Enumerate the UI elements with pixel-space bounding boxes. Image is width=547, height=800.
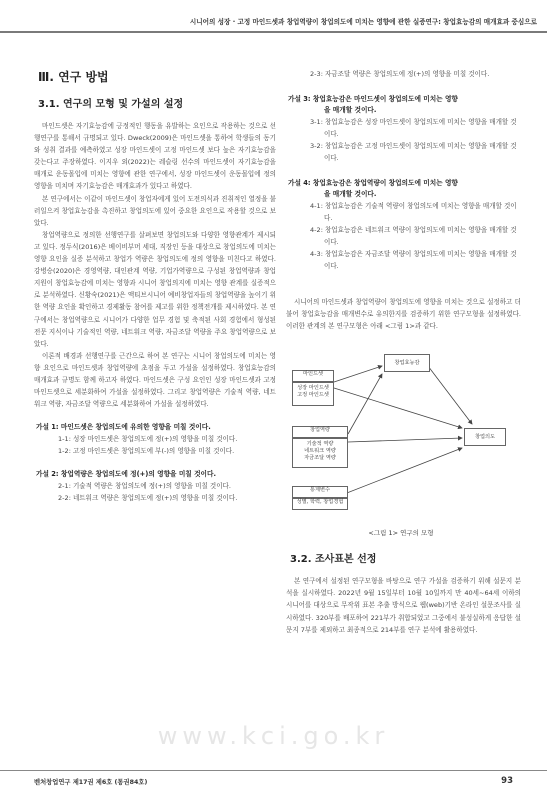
intention-box — [464, 428, 506, 446]
left-column — [34, 60, 276, 504]
hypothesis-item: 3-1: 창업효능감은 성장 마인드셋이 창업의도에 미치는 영향을 매개할 것이다. — [310, 118, 517, 138]
paragraph: 본 연구에서 설정된 연구모형을 바탕으로 연구 가설을 검증하기 위해 설문지 분석을 실시하였다. 2022년 9월 15일부터 10월 10일까지 만 40세~64세 이하의 시니어를 대상으로 무작위 표본 추출 방식으로 웹(web)기반 온라인 설문조사를 실시하였다. 320부를 배포하여 221부가 취합되었고 그중에서 불성실하게 응답한 설문지 7부를 제외하고 최종적으로 214부를 연구 분석에 활용하였다. — [286, 577, 521, 634]
body-text — [34, 120, 276, 410]
mindset-item: 성장 마인드셋 — [297, 385, 329, 392]
control-items: 성별, 학력, 창업경험 — [296, 499, 344, 506]
hypothesis-3 — [286, 94, 521, 164]
paragraph: 창업역량으로 정의한 선행연구를 살펴보면 창업의도와 다양한 영향관계가 제시되고 있다. 정두식(2016)은 베이비부머 세대, 직장인 등을 대상으로 창업의도에 미치는 영향 요인을 실증 분석하고 창업가 역량은 창업의도에 정의 영향을 미친다고 하였다. 강병승(2020)은 경영역량, 대인관계 역량, 기업가역량으로 구성된 창업역량과 창업지원이 창업효능감에 미치는 영향과 시니어 창업의지에 미치는 영향 관계를 실증적으로 분석하였다. 신황숙(2021)은 액티브시니어 예비창업자들의 창업역량을 높이기 위한 역량 요인을 확인하고 경제활동 참여를 제고를 위한 정책전개를 제시하였다. 본 연구에서는 창업역량으로 시니어가 다양한 업무 경험 및 축적된 사회 경험에서 형성된 전문 지식이나 기술적인 역량, 네트워크 역량, 자금조달 역량을 주요 창업역량으로 보았다. — [34, 230, 276, 348]
journal-footer: 벤처창업연구 제17권 제6호 (통권84호) — [34, 779, 148, 786]
competency-item: 자금조달 역량 — [304, 455, 336, 462]
subsection-3-1-title: 3.1. 연구의 모형 및 가설의 설정 — [38, 99, 184, 110]
hypothesis-item: 1-2: 고정 마인드셋은 창업의도에 부(-)의 영향을 미칠 것이다. — [58, 447, 235, 456]
hypothesis-item: 2-1: 기술적 역량은 창업의도에 정(+)의 영향을 미칠 것이다. — [58, 482, 231, 491]
control-label-box — [292, 486, 348, 498]
mindset-item: 고정 마인드셋 — [297, 392, 329, 399]
model-description — [286, 296, 521, 332]
efficacy-label: 창업효능감 — [394, 360, 420, 367]
hypothesis-title-line: 을 매개할 것이다. — [324, 106, 377, 114]
hypothesis-4 — [286, 178, 521, 272]
paragraph: 본 연구에서는 이같이 마인드셋이 창업자에게 있어 도전의식과 진취적인 열정을 불러일으켜 창업효능감을 촉진하고 창업의도에 있어 중요한 요인으로 작용할 것으로 보았다. — [34, 194, 276, 227]
hypothesis-title — [286, 94, 521, 116]
header-rule — [0, 31, 547, 33]
section-title: Ⅲ. 연구 방법 — [38, 70, 109, 84]
intention-label: 창업의도 — [474, 434, 496, 441]
hypothesis-title-line: 가설 3: 창업효능감은 마인드셋이 창업의도에 미치는 영향 — [288, 95, 458, 103]
hypothesis-item: 1-1: 성장 마인드셋은 창업의도에 정(+)의 영향을 미칠 것이다. — [58, 435, 238, 444]
hypothesis-item: 4-3: 창업효능감은 자금조달 역량이 창업의도에 미치는 영향을 매개할 것이다. — [310, 250, 517, 270]
figure-caption: <그림 1> 연구의 모형 — [368, 529, 434, 538]
footer-rule — [0, 770, 547, 771]
hypothesis-title-line: 을 매개할 것이다. — [324, 190, 377, 198]
hypothesis-item: 4-1: 창업효능감은 기술적 역량이 창업의도에 미치는 영향을 매개할 것이다. — [310, 202, 517, 222]
hypothesis-title-line: 가설 4: 창업효능감은 창업역량이 창업의도에 미치는 영향 — [288, 179, 458, 187]
competency-label-box — [292, 426, 348, 438]
sample-description — [286, 575, 521, 635]
hypothesis-1 — [34, 422, 276, 457]
research-model-figure — [286, 338, 516, 538]
hypothesis-item: 2-2: 네트워크 역량은 창업의도에 정(+)의 영향을 미칠 것이다. — [58, 494, 238, 503]
paragraph: 이론적 배경과 선행연구를 근간으로 하여 본 연구는 시니어 창업의도에 미치는 영향 요인으로 마인드셋과 창업역량에 초점을 두고 가설을 설정하였다. 창업효능감의 매개효과 규명도 함께 하고자 하였다. 마인드셋은 구성 요인인 성장 마인드셋과 고정 마인드셋으로 세분화하여 가설을 설정하였다. 그리고 창업역량은 기술적 역량, 네트워크 역량, 자금조달 역량으로 세분화하여 가설을 설정하였다. — [34, 351, 276, 409]
hypothesis-2 — [34, 469, 276, 504]
running-header — [0, 0, 547, 33]
control-items-box — [292, 498, 348, 510]
paragraph: 마인드셋은 자기효능감에 긍정적인 행동을 유발하는 요인으로 작용하는 것으로 선행연구를 통해서 규명되고 있다. Dweck(2009)은 마인드셋을 통하여 학생들의 동기와 성취 결과를 예측하였고 성장 마인드셋이 고정 마인드셋 보다 높은 자기효능감을 갖는다고 주장하였다. 이지우 외(2022)는 레슬링 선수의 마인드셋이 자기효능감을 매개로 운동몰입에 미치는 영향에 관한 연구에서, 성장 마인드셋이 운동몰입에 정의 영향을 미치며 자기효능감은 매개효과가 있다고 하였다. — [34, 122, 276, 191]
efficacy-box — [384, 354, 430, 372]
hypothesis-item: 4-2: 창업효능감은 네트워크 역량이 창업의도에 미치는 영향을 매개할 것이다. — [310, 226, 517, 246]
hypothesis-title — [286, 178, 521, 200]
right-column — [286, 68, 521, 636]
competency-item: 기술적 역량 — [306, 441, 334, 448]
watermark: www.kci.go.kr — [157, 722, 390, 750]
competency-items-box — [292, 438, 348, 468]
hypothesis-title: 가설 2: 창업역량은 창업의도에 정(+)의 영향을 미칠 것이다. — [36, 470, 217, 479]
page-number: 93 — [501, 776, 513, 786]
mindset-label-box — [292, 370, 334, 382]
paragraph: 시니어의 마인드셋과 창업역량이 창업의도에 영향을 미치는 것으로 설정하고 더불어 창업효능감을 매개변수로 유의한지를 검증하기 위한 연구모형을 설정하였다. 이러한 관계의 본 연구모형은 아래 <그림 1>과 같다. — [286, 298, 521, 331]
control-label: 통제변수 — [309, 487, 331, 494]
running-title: 시니어의 성장 · 고정 마인드셋과 창업역량이 창업의도에 미치는 영향에 관한 실증연구: 창업효능감의 매개효과 중심으로 — [189, 18, 537, 26]
competency-item: 네트워크 역량 — [304, 448, 336, 455]
hypothesis-item: 3-2: 창업효능감은 고정 마인드셋이 창업의도에 미치는 영향을 매개할 것이다. — [310, 142, 517, 162]
subsection-3-2-title: 3.2. 조사표본 선정 — [290, 554, 377, 566]
mindset-label: 마인드셋 — [302, 371, 324, 378]
hypothesis-title: 가설 1: 마인드셋은 창업의도에 유의한 영향을 미칠 것이다. — [36, 423, 211, 432]
hypothesis-item: 2-3: 자금조달 역량은 창업의도에 정(+)의 영향을 미칠 것이다. — [310, 70, 490, 78]
mindset-items-box — [292, 382, 334, 406]
competency-label: 창업역량 — [309, 427, 331, 434]
